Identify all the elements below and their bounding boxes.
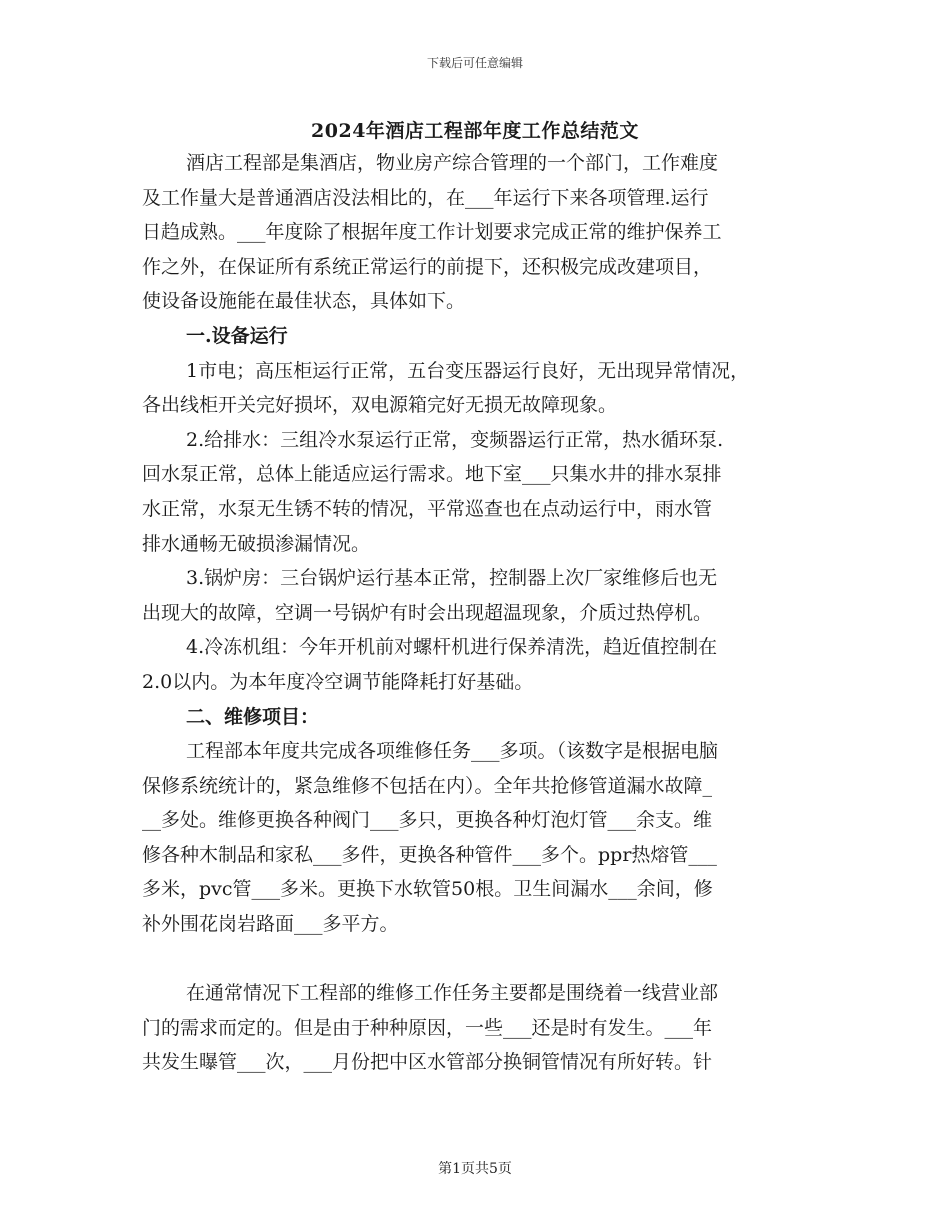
body-line: 作之外，在保证所有系统正常运行的前提下，还积极完成改建项目， xyxy=(142,255,713,278)
body-line: 共发生曝管___次，___月份把中区水管部分换铜管情况有所好转。针 xyxy=(142,1051,713,1074)
section-heading: 一.设备运行 xyxy=(186,324,288,347)
body-line: 3.锅炉房：三台锅炉运行基本正常，控制器上次厂家维修后也无 xyxy=(186,567,718,590)
document-body xyxy=(142,146,824,1080)
body-line: 日趋成熟。___年度除了根据年度工作计划要求完成正常的维护保养工 xyxy=(142,221,722,244)
body-line: 2.0以内。为本年度冷空调节能降耗打好基础。 xyxy=(142,670,534,693)
blank-line xyxy=(142,942,824,977)
section-heading: 二、维修项目： xyxy=(186,705,320,728)
body-line: 保修系统统计的，紧急维修不包括在内）。全年共抢修管道漏水故障_ xyxy=(142,774,713,797)
document-title: 2024年酒店工程部年度工作总结范文 xyxy=(311,120,639,142)
page-footer: 第1页共5页 xyxy=(438,1161,512,1177)
body-line: 在通常情况下工程部的维修工作任务主要都是围绕着一线营业部 xyxy=(186,982,719,1005)
body-line: 1市电；高压柜运行正常，五台变压器运行良好，无出现异常情况， xyxy=(186,359,750,382)
body-line: 修各种木制品和家私___多件，更换各种管件___多个。ppr热熔管___ xyxy=(142,843,717,866)
body-line: 工程部本年度共完成各项维修任务___多项。（该数字是根据电脑 xyxy=(186,740,719,763)
body-line: 水正常，水泵无生锈不转的情况，平常巡查也在点动运行中，雨水管 xyxy=(142,497,713,520)
body-line: 多米，pvc管___多米。更换下水软管50根。卫生间漏水___余间，修 xyxy=(142,878,713,901)
body-line: 排水通畅无破损渗漏情况。 xyxy=(142,532,371,555)
body-line: __多处。维修更换各种阀门___多只，更换各种灯泡灯管___余支。维 xyxy=(142,809,713,832)
body-line: 回水泵正常，总体上能适应运行需求。地下室___只集水井的排水泵排 xyxy=(142,463,722,486)
body-line: 门的需求而定的。但是由于种种原因，一些___还是时有发生。___年 xyxy=(142,1016,713,1039)
body-line: 及工作量大是普通酒店没法相比的，在___年运行下来各项管理.运行 xyxy=(142,186,709,209)
body-line: 各出线柜开关完好损坏，双电源箱完好无损无故障现象。 xyxy=(142,394,618,417)
header-note: 下载后可任意编辑 xyxy=(426,56,523,70)
body-line: 2.给排水：三组冷水泵运行正常，变频器运行正常，热水循环泵. xyxy=(186,428,724,451)
body-line: 补外围花岗岩路面___多平方。 xyxy=(142,913,399,936)
body-line: 4.冷冻机组：今年开机前对螺杆机进行保养清洗，趋近值控制在 xyxy=(186,636,718,659)
body-line: 出现大的故障，空调一号锅炉有时会出现超温现象，介质过热停机。 xyxy=(142,601,713,624)
body-line: 使设备设施能在最佳状态，具体如下。 xyxy=(142,290,466,313)
body-line: 酒店工程部是集酒店，物业房产综合管理的一个部门，工作难度 xyxy=(186,152,719,174)
